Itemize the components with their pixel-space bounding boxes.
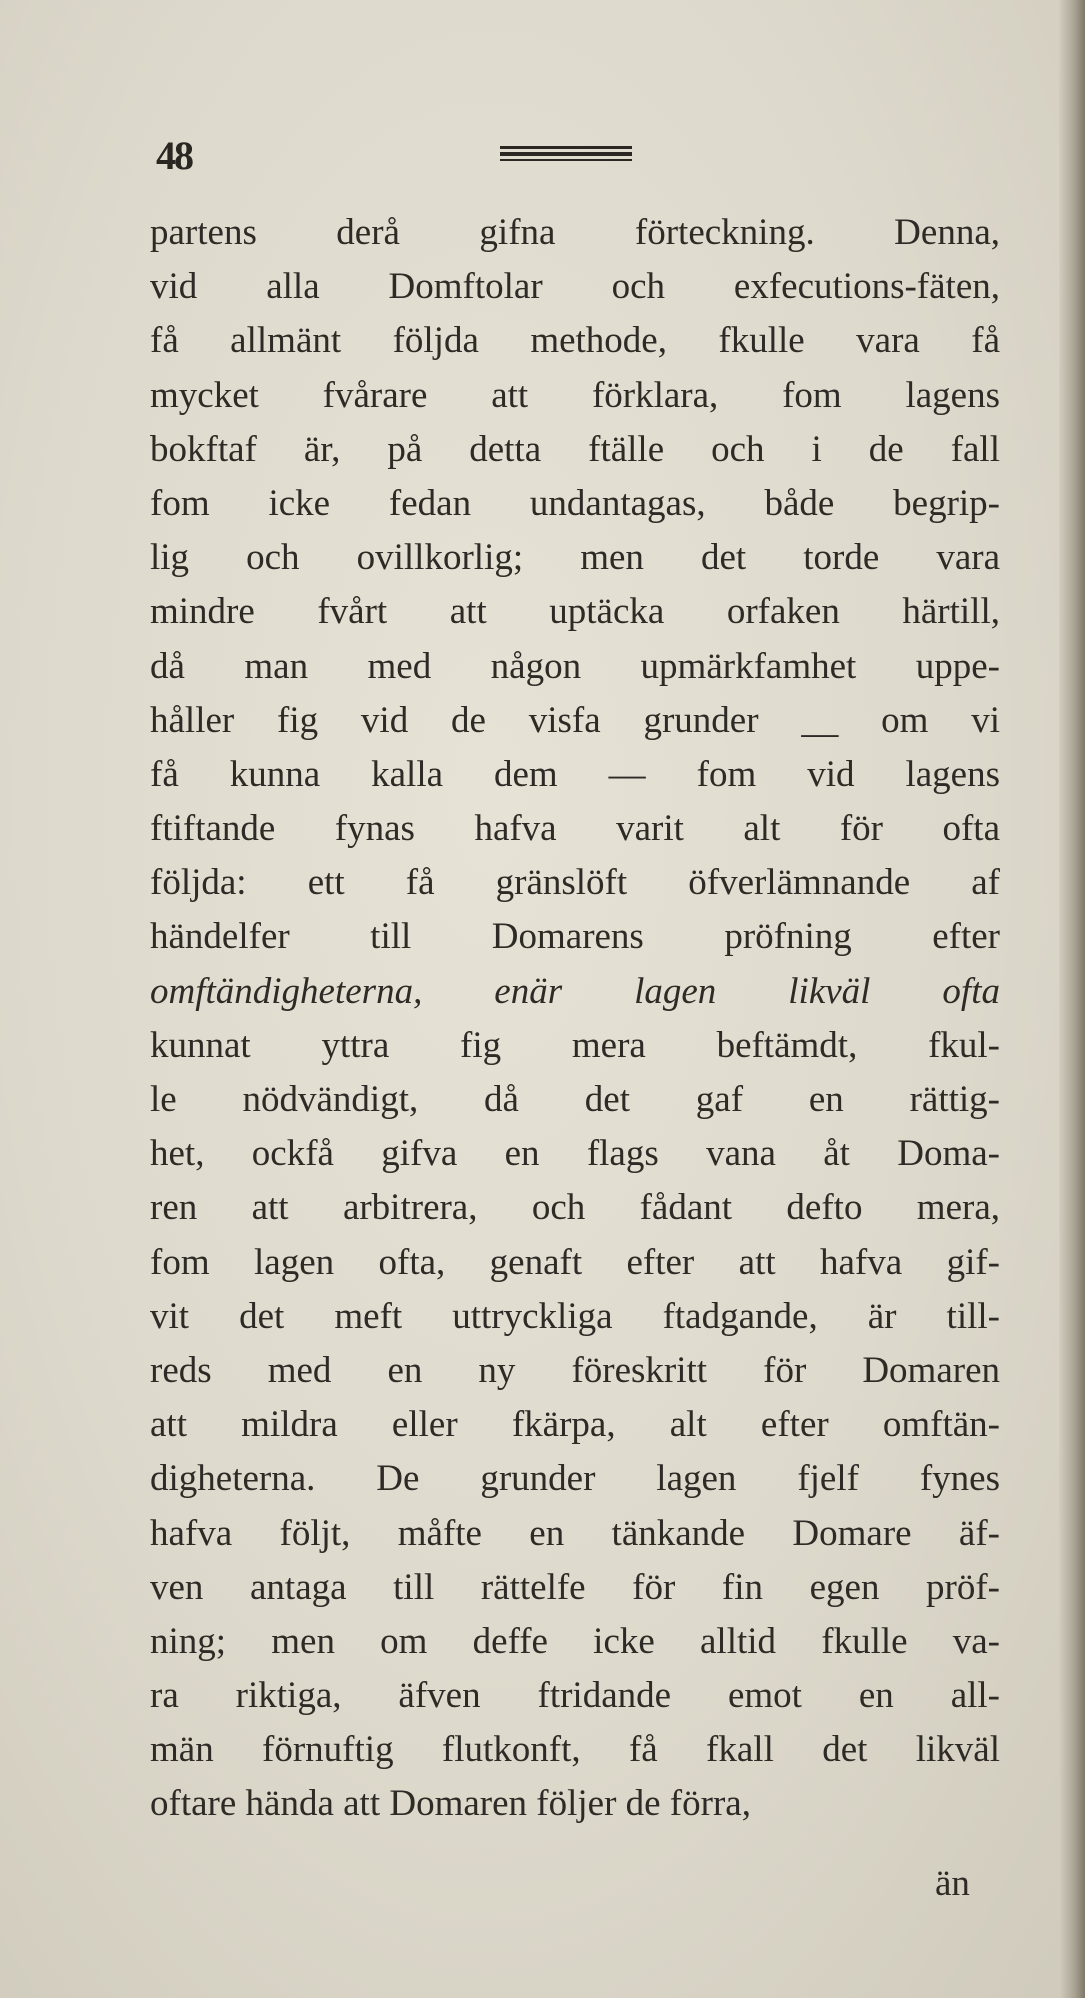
text-line: att mildra eller fkärpa, alt efter omftän- [150, 1404, 1000, 1446]
text-line: händelfer till Domarens pröfning efter [150, 916, 1000, 958]
text-line: fom icke fedan undantagas, både begrip- [150, 482, 1000, 524]
text-line: få kunna kalla dem — fom vid lagens [150, 753, 1000, 795]
text-line: hafva följt, måfte en tänkande Domare äf- [150, 1512, 1000, 1554]
text-line: vid alla Domftolar och exfecutions-fäten, [150, 266, 1000, 308]
text-line: fom lagen ofta, genaft efter att hafva gif- [150, 1241, 1000, 1283]
text-line: män förnuftig flutkonft, få fkall det likväl [150, 1729, 1000, 1771]
text-line: kunnat yttra fig mera beftämdt, fkul- [150, 1024, 1000, 1066]
text-line: följda: ett få gränslöft öfverlämnande af [150, 862, 1000, 904]
text-line: ren att arbitrera, och fådant defto mera, [150, 1187, 1000, 1229]
text-line: lig och ovillkorlig; men det torde vara [150, 537, 1000, 579]
text-line: ven antaga till rättelfe för fin egen pröf- [150, 1566, 1000, 1608]
text-line: vit det meft uttryckliga ftadgande, är till- [150, 1295, 1000, 1337]
text-line: håller fig vid de visfa grunder __ om vi [150, 699, 1000, 741]
text-line: ftiftande fynas hafva varit alt för ofta [150, 808, 1000, 850]
header-ornament-rule [500, 146, 632, 166]
page-number: 48 [156, 133, 192, 178]
page-header [148, 132, 1025, 178]
catchword: än [935, 1863, 970, 1904]
text-line: mindre fvårt att uptäcka orfaken härtill, [150, 591, 1000, 633]
text-line: le nödvändigt, då det gaf en rättig- [150, 1079, 1000, 1120]
text-line: få allmänt följda methode, fkulle vara få [150, 320, 1000, 362]
page-edge-shadow [1059, 0, 1085, 1998]
text-line: partens derå gifna förteckning. Denna, [150, 212, 1000, 253]
text-line: digheterna. De grunder lagen fjelf fynes [150, 1458, 1000, 1500]
text-line: bokftaf är, på detta ftälle och i de fall [150, 428, 1000, 470]
text-line: het, ockfå gifva en flags vana åt Doma- [150, 1133, 1000, 1175]
text-line: oftare hända att Domaren följer de förra, [150, 1783, 751, 1825]
body-text [150, 206, 1000, 1832]
text-line: då man med någon upmärkfamhet uppe- [150, 645, 1000, 687]
text-line: omftändigheterna, enär lagen likväl ofta [150, 970, 1000, 1012]
text-line: ning; men om deffe icke alltid fkulle va- [150, 1620, 1000, 1662]
text-line: reds med en ny föreskritt för Domaren [150, 1349, 1000, 1391]
text-line: ra riktiga, äfven ftridande emot en all- [150, 1675, 1000, 1717]
text-line: mycket fvårare att förklara, fom lagens [150, 374, 1000, 416]
